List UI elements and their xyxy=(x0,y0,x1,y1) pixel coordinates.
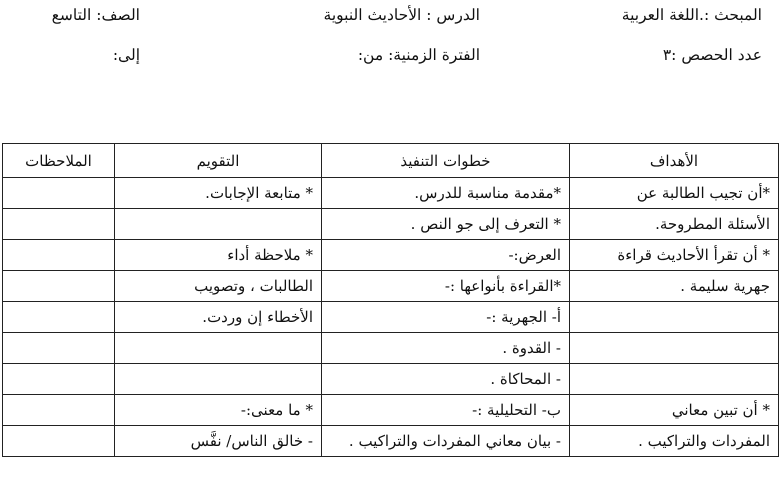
header-notes: الملاحظات xyxy=(3,144,115,178)
step-cell: أ- الجهرية :- xyxy=(322,302,570,333)
lesson-plan-table xyxy=(2,143,779,457)
subject-label: المبحث :.اللغة العربية xyxy=(621,6,762,24)
notes-cell xyxy=(3,302,115,333)
table-header-row xyxy=(3,144,779,178)
evaluation-cell xyxy=(115,364,322,395)
step-cell: *مقدمة مناسبة للدرس. xyxy=(322,178,570,209)
periods-label: عدد الحصص :٣ xyxy=(662,46,762,64)
lesson-label: الدرس : الأحاديث النبوية xyxy=(323,6,480,24)
step-cell: * التعرف إلى جو النص . xyxy=(322,209,570,240)
evaluation-cell xyxy=(115,209,322,240)
objective-cell: الأسئلة المطروحة. xyxy=(570,209,779,240)
header-steps: خطوات التنفيذ xyxy=(322,144,570,178)
table-row xyxy=(3,240,779,271)
evaluation-cell xyxy=(115,333,322,364)
evaluation-cell: * ما معنى:- xyxy=(115,395,322,426)
evaluation-cell: * متابعة الإجابات. xyxy=(115,178,322,209)
step-cell: *القراءة بأنواعها :- xyxy=(322,271,570,302)
time-to-label: إلى: xyxy=(112,46,140,64)
grade-label: الصف: التاسع xyxy=(51,6,140,24)
objective-cell xyxy=(570,364,779,395)
table-row xyxy=(3,395,779,426)
table-row xyxy=(3,178,779,209)
header-objectives: الأهداف xyxy=(570,144,779,178)
notes-cell xyxy=(3,333,115,364)
table-row xyxy=(3,333,779,364)
evaluation-cell: - خالق الناس/ نفَّس xyxy=(115,426,322,457)
objective-cell: المفردات والتراكيب . xyxy=(570,426,779,457)
step-cell: - المحاكاة . xyxy=(322,364,570,395)
step-cell: العرض:- xyxy=(322,240,570,271)
table-row xyxy=(3,271,779,302)
step-cell: - القدوة . xyxy=(322,333,570,364)
notes-cell xyxy=(3,209,115,240)
objective-cell: جهرية سليمة . xyxy=(570,271,779,302)
notes-cell xyxy=(3,271,115,302)
evaluation-cell: * ملاحظة أداء xyxy=(115,240,322,271)
notes-cell xyxy=(3,178,115,209)
objective-cell xyxy=(570,302,779,333)
step-cell: - بيان معاني المفردات والتراكيب . xyxy=(322,426,570,457)
notes-cell xyxy=(3,240,115,271)
objective-cell: * أن تبين معاني xyxy=(570,395,779,426)
table-row xyxy=(3,209,779,240)
step-cell: ب- التحليلية :- xyxy=(322,395,570,426)
time-from-label: الفترة الزمنية: من: xyxy=(357,46,480,64)
evaluation-cell: الطالبات ، وتصويب xyxy=(115,271,322,302)
objective-cell: * أن تقرأ الأحاديث قراءة xyxy=(570,240,779,271)
table-row xyxy=(3,302,779,333)
header-evaluation: التقويم xyxy=(115,144,322,178)
objective-cell: *أن تجيب الطالبة عن xyxy=(570,178,779,209)
notes-cell xyxy=(3,426,115,457)
evaluation-cell: الأخطاء إن وردت. xyxy=(115,302,322,333)
table-row xyxy=(3,364,779,395)
objective-cell xyxy=(570,333,779,364)
notes-cell xyxy=(3,364,115,395)
notes-cell xyxy=(3,395,115,426)
table-row xyxy=(3,426,779,457)
